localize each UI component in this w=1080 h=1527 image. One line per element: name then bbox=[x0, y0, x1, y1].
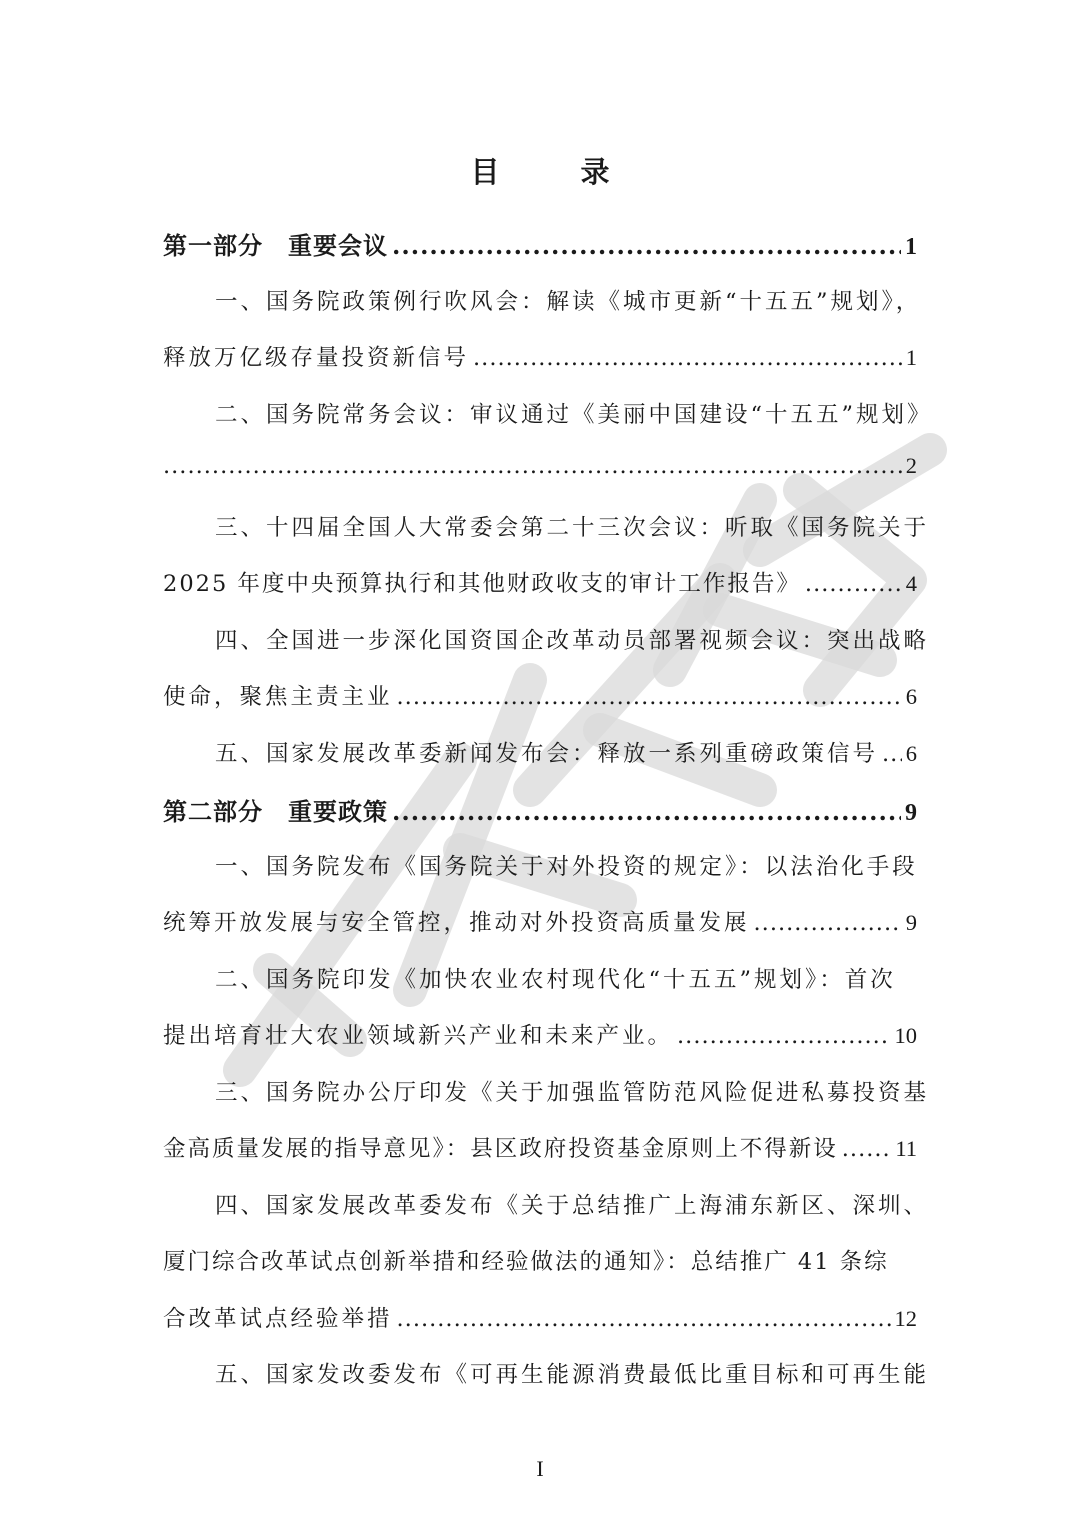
toc-section-2[interactable] bbox=[163, 792, 917, 828]
toc-entry-2-1-line-2[interactable] bbox=[163, 905, 917, 941]
toc-section-1[interactable] bbox=[163, 226, 917, 262]
toc-entry-2-2-line-1[interactable] bbox=[163, 962, 917, 998]
toc-entry-4-line-1[interactable] bbox=[163, 623, 930, 659]
toc-entry-2-3-line-2[interactable] bbox=[163, 1131, 917, 1167]
page-number: 4 bbox=[905, 571, 917, 596]
toc-entry-2-3-line-1[interactable] bbox=[163, 1075, 930, 1111]
leader-dots bbox=[392, 231, 901, 260]
toc-entry-3-line-2[interactable] bbox=[163, 566, 917, 602]
leader-dots bbox=[397, 684, 902, 710]
toc-entry-2-4-line-1[interactable] bbox=[163, 1188, 930, 1224]
leader-dots bbox=[163, 453, 902, 479]
entry-text: 五、国家发展改革委新闻发布会：释放一系列重磅政策信号 bbox=[215, 741, 879, 767]
entry-text: 厦门综合改革试点创新举措和经验做法的通知》：总结推广 41 条综 bbox=[163, 1249, 889, 1275]
page-number: 9 bbox=[905, 800, 917, 826]
entry-text: 五、国家发改委发布《可再生能源消费最低比重目标和可再生能 bbox=[215, 1362, 930, 1388]
leader-dots bbox=[677, 1023, 890, 1049]
leader-dots bbox=[882, 741, 902, 767]
entry-text: 二、国务院印发《加快农业农村现代化“十五五”规划》：首次 bbox=[215, 967, 896, 993]
toc-entry-1-line-2[interactable] bbox=[163, 340, 917, 376]
toc-entry-2-line-2[interactable] bbox=[163, 453, 917, 489]
entry-text: 金高质量发展的指导意见》：县区政府投资基金原则上不得新设 bbox=[163, 1136, 838, 1162]
page-number: 11 bbox=[895, 1136, 917, 1161]
leader-dots bbox=[754, 910, 902, 936]
toc-entry-2-2-line-2[interactable] bbox=[163, 1018, 917, 1054]
leader-dots bbox=[805, 571, 902, 597]
entry-text: 一、国务院发布《国务院关于对外投资的规定》：以法治化手段 bbox=[215, 854, 918, 880]
page-number: 10 bbox=[894, 1023, 917, 1048]
leader-dots bbox=[842, 1136, 892, 1162]
toc-entry-4-line-2[interactable] bbox=[163, 679, 917, 715]
page-number: 1 bbox=[905, 234, 917, 260]
leader-dots bbox=[473, 345, 902, 371]
leader-dots bbox=[392, 797, 901, 826]
entry-text: 释放万亿级存量投资新信号 bbox=[163, 345, 470, 371]
entry-text: 四、国家发展改革委发布《关于总结推广上海浦东新区、深圳、 bbox=[215, 1193, 930, 1219]
leader-dots bbox=[397, 1306, 891, 1332]
section-title: 第一部分 重要会议 bbox=[163, 231, 388, 260]
toc-entry-2-5-line-1[interactable] bbox=[163, 1357, 930, 1393]
page-number: 12 bbox=[894, 1306, 917, 1331]
entry-text: 一、国务院政策例行吹风会：解读《城市更新“十五五”规划》， bbox=[215, 289, 922, 315]
entry-text: 提出培育壮大农业领域新兴产业和未来产业。 bbox=[163, 1023, 674, 1049]
entry-text: 2025 年度中央预算执行和其他财政收支的审计工作报告》 bbox=[163, 571, 801, 597]
entry-text: 四、全国进一步深化国资国企改革动员部署视频会议：突出战略 bbox=[215, 628, 930, 654]
section-title: 第二部分 重要政策 bbox=[163, 797, 388, 826]
toc-title: 目 录 bbox=[470, 155, 636, 189]
page-number: 2 bbox=[905, 453, 917, 478]
toc-entry-2-line-1[interactable] bbox=[163, 397, 933, 433]
page-number: 6 bbox=[905, 684, 917, 709]
entry-text: 使命，聚焦主责主业 bbox=[163, 684, 393, 710]
toc-entry-5[interactable] bbox=[163, 736, 917, 772]
page-number: 6 bbox=[905, 741, 917, 766]
toc-entry-3-line-1[interactable] bbox=[163, 510, 930, 546]
toc-entry-2-1-line-1[interactable] bbox=[163, 849, 917, 885]
entry-text: 合改革试点经验举措 bbox=[163, 1306, 393, 1332]
toc-entry-1-line-1[interactable] bbox=[163, 284, 922, 320]
toc-entry-2-4-line-3[interactable] bbox=[163, 1301, 917, 1337]
toc-entry-2-4-line-2[interactable] bbox=[163, 1244, 917, 1280]
page-number: 9 bbox=[905, 910, 917, 935]
entry-text: 二、国务院常务会议：审议通过《美丽中国建设“十五五”规划》 bbox=[215, 402, 933, 428]
entry-text: 统筹开放发展与安全管控，推动对外投资高质量发展 bbox=[163, 910, 750, 936]
page-number: 1 bbox=[905, 345, 917, 370]
page-footer-number: I bbox=[536, 1456, 544, 1481]
entry-text: 三、十四届全国人大常委会第二十三次会议：听取《国务院关于 bbox=[215, 515, 930, 541]
entry-text: 三、国务院办公厅印发《关于加强监管防范风险促进私募投资基 bbox=[215, 1080, 930, 1106]
